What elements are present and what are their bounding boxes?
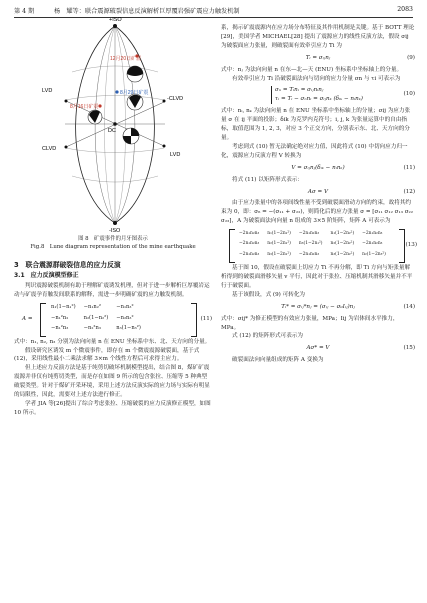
paragraph: 有效牵引应力 Ti 沿破裂面法向与切向的应力分量 σn 与 τi 可表示为 (232, 75, 401, 82)
label-event-1220: 12月20日矿震 (110, 56, 142, 62)
matrix-a: A = n₁(1−n₁²) −n₁n₂² −n₁n₃² −n₁²n₂ n₂(1−n₂²) −n₂n₃² −n₁²n₃ −n₂²n₃ n₃(1−n₃²) (11) (14, 303, 212, 335)
label-event-0829: 8月29日矿震 (120, 90, 149, 96)
equation-15: Aσ* = V (15) (306, 345, 415, 352)
paragraph: 式 (12) 的矩阵形式可表示为 (232, 333, 303, 340)
subsection-heading: 3.1 应力反演模型修正 (14, 271, 79, 279)
header-rule (14, 17, 413, 18)
paragraph: 式中：nⱼ 为法向向量 n 在东—北—天 (ENU) 坐标系中坐标轴上的分量。 (221, 66, 403, 73)
left-column (14, 255, 212, 418)
label-lvd-left: LVD (42, 88, 53, 94)
label-iso-bottom: -ISO (109, 228, 121, 234)
label-clvd-right: -CLVD (167, 96, 184, 102)
figure-caption-en: Fig.8 Lune diagram representation of the mine earthquake (30, 244, 196, 250)
paragraph: 破裂面法向向量组成的矩阵 A 变换为 (232, 357, 324, 364)
beachball-1 (127, 66, 143, 82)
iso-bottom-marker (113, 221, 117, 225)
figure-caption-cn: 图 8 矿震事件的月牙图表示 (78, 236, 148, 242)
beachball-3 (88, 110, 102, 124)
label-dc: DC (108, 128, 116, 134)
lune-diagram (40, 17, 190, 234)
matrix-a-expanded: −2n₁n₂n₃ n₁(1−2n₁²) −2n₁n₂n₃ n₁(1−2n₂²) −2n₁n₂n₃ −2n₁n₂n₃ n₂(1−2n₁²) n₃(1−2n₁²) n₂(1−2n₂²) −2n₁n₂n₃ −2n₁n₂n₃ n₃(1−2n₁²) −2n₁n₂n₃ n₃(1−2n₂²) n₂(1−2n₃²) (13) (221, 229, 415, 261)
paragraph: 考虑到式 (10) 暂无法确定绝对应力值，因此将式 (10) 中切向应力归一化，震源应力反演方程 V 转换为 (221, 143, 408, 159)
equation-10: σₙ = Tᵢnᵢ = σᵢⱼnᵢnⱼ τᵢ = Tᵢ − σₙnᵢ = σᵢⱼnₖ (δᵢₖ − nᵢnₖ) (10) (221, 86, 415, 104)
equation-14: Tᵢ* = σᵢⱼ*nⱼ = (σᵢⱼ − σ₀Iᵢⱼ)nⱼ (14) (281, 303, 415, 310)
paragraph: 假设研究区诱发 m 个微震事件，即存在 m 个微震震源破裂面，基于式 (12)，采用线性最小二乘法求解 3×m 个线性方程后可求得主应力。 (14, 347, 200, 363)
equation-9: Tᵢ = σᵢⱼnⱼ (9) (305, 54, 415, 61)
equation-11: V = σᵢⱼnⱼ(δᵢₖ − nᵢnₖ) (11) (291, 164, 415, 171)
running-title: 杨 耀等：联合震源破裂信息反演解析巨厚覆岩强矿震应力触发机制 (54, 8, 240, 15)
paragraph: 将式 (11) 以矩阵形式表示： (232, 176, 303, 183)
paragraph: 式中：nᵢ, nₖ 为法向向量 n 在 ENU 坐标系中坐标轴上的分量；σij 为应力张量 σ 在 ij 平面的投影；δik 为克罗内克符号；i, j, k 为张量运算中的自由指标，取值范围为 1, 2, 3，对应 3 个正交方向，分别表示东、北、天方向的分量。 (221, 108, 411, 141)
page-number: 2083 (397, 6, 413, 13)
iso-top-marker (113, 24, 117, 28)
equation-12: Aσ = V (12) (307, 188, 415, 195)
paragraph: 式中：σij* 为修正模型的有效应力张量，MPa；Iij 为岩体间水平推力，MPa。 (221, 315, 399, 331)
section-heading: 3 联合震源群破裂信息的应力反演 (14, 261, 121, 269)
paragraph: 式中：n₁, n₂, n₃ 分别为法向向量 n 在 ENU 坐标系中东、北、天方向的分量。 (14, 338, 211, 345)
paragraph: 基于图 10，假设在破裂面上切应力 Ti 不再分解，即 Ti 方向与矩张量解析得到的破裂面滑移矢量 v 平行，因此对于张拉、压缩机制其滑移矢量并不平行于破裂面。 (221, 265, 413, 289)
paragraph: 由于应力张量中的各项间线性量不受到破裂面滑动方向的约束，故将其约束为 0，即：σ₆ = −(σ₁₁ + σ₂₂)，则简化后的应力张量 σ = [σ₁₁ σ₁₂ σ₁₃ σ₂₂ σ₂₃]，A 为破裂面法向向量 n 组成的 3×5 阶矩阵，矩阵 A 可表示为 (221, 200, 414, 225)
label-clvd-left: CLVD (42, 146, 57, 152)
paragraph: 判识震源破裂机制有助于理解矿震诱发机理，但对于进一步解析巨厚覆岩运动与矿震孕育触发间联系的解释，需进一步明确矿震的应力触发机制。 (14, 282, 210, 298)
paragraph: 学者 JIA 等[26]提出了综合考虑张拉、压缩破裂的应力反演修正模型，如图 10 所示。 (14, 400, 211, 416)
label-iso-top: +ISO (109, 17, 122, 23)
right-column (221, 24, 415, 365)
paragraph: 但上述应力反演方法是基于纯剪切破坏机制模型提出，结合图 8，煤矿矿震震源并非仅有纯剪切类型，而是存在如图 9 所示的包含张拉、压缩等 5 种典型破裂类型。针对于煤矿开采环境，采用上述方法反演实际的应力场与实际有明显的局限性，因此，需要对上述方法进行修正。 (14, 365, 210, 399)
label-event-0816: 8月16日矿震 (70, 104, 99, 110)
issue-number: 第 4 期 (14, 8, 35, 15)
paragraph: 基于该假设，式 (9) 可转化为 (232, 291, 306, 298)
label-lvd-right: LVD (170, 152, 181, 158)
beachball-2 (127, 94, 143, 110)
paragraph: 系，揭示矿震震源内在应力场分布特征及其作用机制是关键。基于 BOTT 理论[29]，美国学者 MICHAEL[28] 提出了震源应力的线性反演方法，假设 σij 为破裂面应力张量，则破裂面有效牵引应力 Ti 为 (221, 25, 415, 49)
beachball-4 (123, 128, 139, 144)
